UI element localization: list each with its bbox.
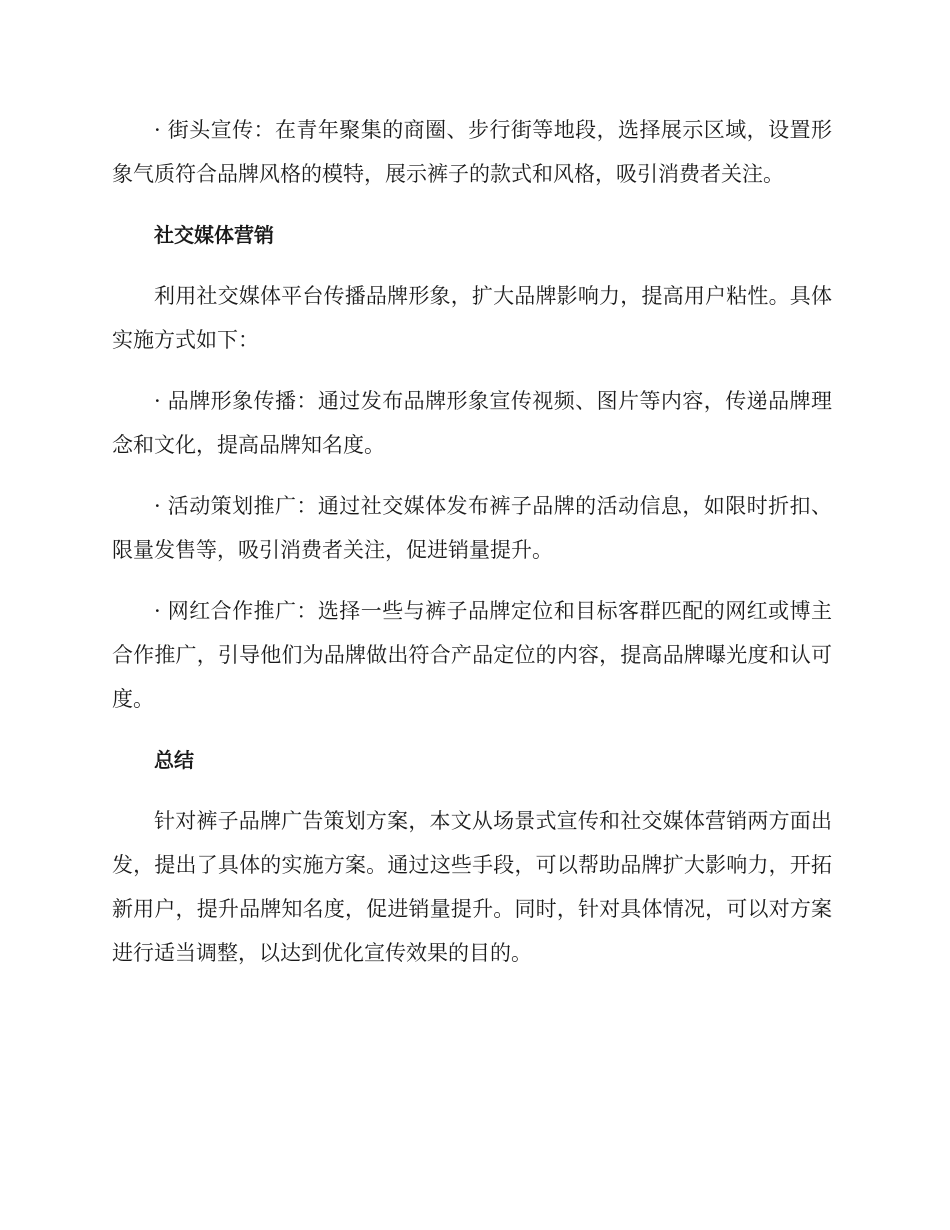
bullet-influencer-promotion: · 网红合作推广：选择一些与裤子品牌定位和目标客群匹配的网红或博主合作推广，引导他们为品牌做出符合产品定位的内容，提高品牌曝光度和认可度。 [112, 599, 832, 711]
bullet-brand-image: · 品牌形象传播：通过发布品牌形象宣传视频、图片等内容，传递品牌理念和文化，提高品牌知名度。 [112, 389, 832, 457]
social-media-intro: 利用社交媒体平台传播品牌形象，扩大品牌影响力，提高用户粘性。具体实施方式如下： [112, 284, 832, 352]
bullet-event-promotion: · 活动策划推广：通过社交媒体发布裤子品牌的活动信息，如限时折扣、限量发售等，吸引消费者关注，促进销量提升。 [112, 494, 832, 562]
bullet-street-promotion: · 街头宣传：在青年聚集的商圈、步行街等地段，选择展示区域，设置形象气质符合品牌风格的模特，展示裤子的款式和风格，吸引消费者关注。 [112, 118, 832, 186]
document-page [112, 108, 832, 992]
section-heading-social-media: 社交媒体营销 [154, 223, 274, 247]
section-heading-summary: 总结 [154, 748, 194, 772]
summary-paragraph: 针对裤子品牌广告策划方案，本文从场景式宣传和社交媒体营销两方面出发，提出了具体的实施方案。通过这些手段，可以帮助品牌扩大影响力，开拓新用户，提升品牌知名度，促进销量提升。同时，针对具体情况，可以对方案进行适当调整，以达到优化宣传效果的目的。 [112, 809, 832, 965]
